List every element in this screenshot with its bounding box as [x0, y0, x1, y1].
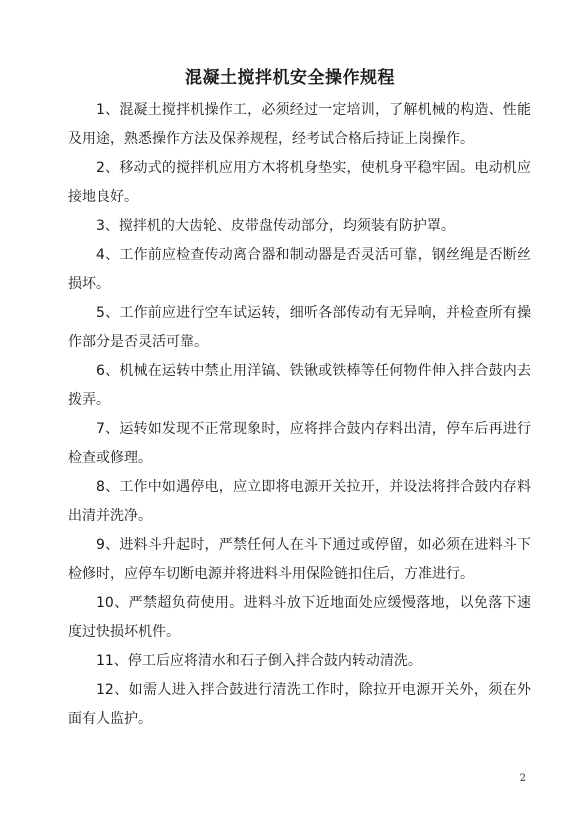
- rule-paragraph-7: 7、运转如发现不正常现象时，应将拌合鼓内存料出清，停车后再进行检查或修理。: [68, 421, 531, 466]
- document-body: [68, 96, 531, 734]
- rule-paragraph-2: 2、移动式的搅拌机应用方木将机身垫实，使机身平稳牢固。电动机应接地良好。: [68, 160, 531, 205]
- rule-paragraph-1: 1、混凝土搅拌机操作工，必须经过一定培训，了解机械的构造、性能及用途，熟悉操作方法及保养规程，经考试合格后持证上岗操作。: [68, 102, 531, 147]
- rule-paragraph-5: 5、工作前应进行空车试运转，细听各部传动有无异响，并检查所有操作部分是否灵活可靠。: [68, 305, 531, 350]
- rule-paragraph-6: 6、机械在运转中禁止用洋镐、铁锹或铁棒等任何物件伸入拌合鼓内去拨弄。: [68, 363, 531, 408]
- rule-paragraph-4: 4、工作前应检查传动离合器和制动器是否灵活可靠，钢丝绳是否断丝损坏。: [68, 247, 531, 292]
- document-title: 混凝土搅拌机安全操作规程: [185, 68, 395, 88]
- rule-paragraph-9: 9、进料斗升起时，严禁任何人在斗下通过或停留，如必须在进料斗下检修时，应停车切断电源并将进料斗用保险链扣住后，方准进行。: [68, 537, 531, 582]
- rule-paragraph-8: 8、工作中如遇停电，应立即将电源开关拉开，并设法将拌合鼓内存料出清并洗净。: [68, 479, 531, 524]
- rule-paragraph-11: 11、停工后应将清水和石子倒入拌合鼓内转动清洗。: [96, 653, 422, 669]
- rule-paragraph-3: 3、搅拌机的大齿轮、皮带盘传动部分，均须装有防护罩。: [96, 218, 455, 234]
- page-number: 2: [519, 773, 526, 784]
- rule-paragraph-10: 10、严禁超负荷使用。进料斗放下近地面处应缓慢落地，以免落下速度过快损坏机件。: [68, 595, 531, 640]
- rule-paragraph-12: 12、如需人进入拌合鼓进行清洗工作时，除拉开电源开关外，须在外面有人监护。: [68, 682, 531, 727]
